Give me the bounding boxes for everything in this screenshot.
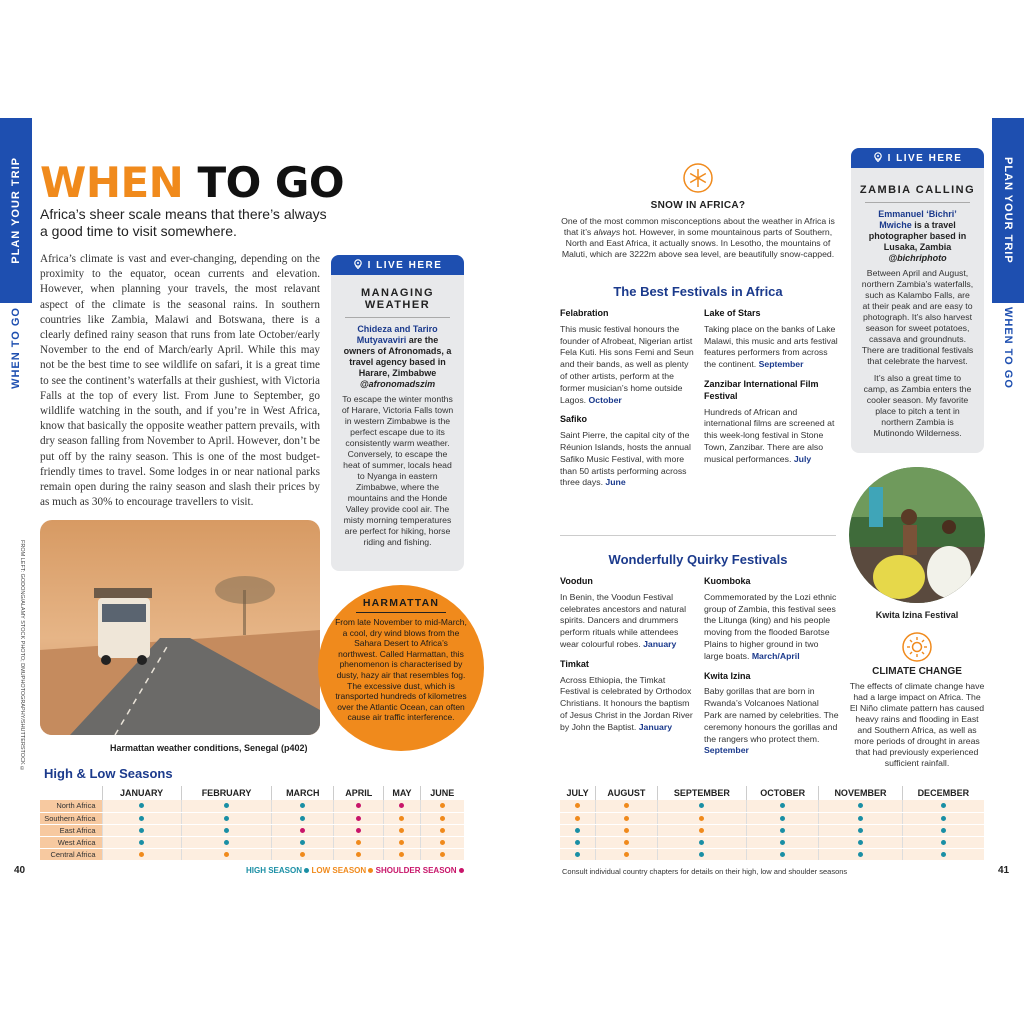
divider bbox=[345, 317, 450, 318]
season-cell bbox=[596, 824, 657, 836]
high-season-dot bbox=[941, 852, 946, 857]
season-cell bbox=[560, 824, 596, 836]
season-cell bbox=[902, 800, 984, 812]
season-cell bbox=[384, 800, 420, 812]
season-cell bbox=[819, 824, 902, 836]
month-header: OCTOBER bbox=[747, 786, 819, 800]
high-season-dot bbox=[780, 828, 785, 833]
harmattan-circle bbox=[318, 585, 484, 751]
season-cell bbox=[420, 848, 464, 860]
season-cell bbox=[384, 824, 420, 836]
season-cell bbox=[747, 824, 819, 836]
season-cell bbox=[420, 836, 464, 848]
kwita-izina-photo bbox=[849, 467, 985, 603]
low-season-dot bbox=[624, 816, 629, 821]
region-label: North Africa bbox=[40, 800, 102, 812]
high-season-dot bbox=[780, 840, 785, 845]
high-season-dot bbox=[304, 868, 309, 873]
ilh-header: I LIVE HERE bbox=[331, 255, 464, 275]
month-header: DECEMBER bbox=[902, 786, 984, 800]
quirky-festivals-col2: Kuomboka Commemorated by the Lozi ethnic group of Zambia, this festival sees the Litunga (king) and his people moving from the flooded Barotse Plains to higher ground in two large boats. March/April Kwita Izina Baby gorillas that are born in Rwanda’s Volcanoes National Park are named by celebrities. The ceremony honours the gorillas and the rangers who protect them. September bbox=[704, 576, 839, 756]
low-season-dot bbox=[440, 828, 445, 833]
ilh-author: Chideza and Tariro Mutyavaviri are the owners of Afronomads, a travel agency based in Harare, Zimbabwe bbox=[343, 324, 452, 378]
season-cell bbox=[819, 800, 902, 812]
low-season-dot bbox=[368, 868, 373, 873]
season-cell bbox=[181, 812, 272, 824]
snow-title: SNOW IN AFRICA? bbox=[650, 200, 746, 211]
season-cell bbox=[272, 800, 334, 812]
high-season-dot bbox=[300, 840, 305, 845]
season-row bbox=[40, 800, 464, 812]
high-season-dot bbox=[858, 852, 863, 857]
low-season-dot bbox=[399, 840, 404, 845]
zambia-calling-box bbox=[851, 148, 984, 453]
when-to-go-tab-right: WHEN TO GO bbox=[1002, 307, 1014, 389]
season-cell bbox=[334, 824, 384, 836]
region-label: Central Africa bbox=[40, 848, 102, 860]
seasons-title: High & Low Seasons bbox=[44, 766, 173, 781]
high-season-dot bbox=[858, 816, 863, 821]
season-cell bbox=[420, 824, 464, 836]
snowflake-icon bbox=[683, 163, 713, 193]
high-season-dot bbox=[224, 803, 229, 808]
season-cell bbox=[747, 848, 819, 860]
sun-icon bbox=[902, 632, 932, 662]
high-season-dot bbox=[300, 803, 305, 808]
season-cell bbox=[334, 800, 384, 812]
high-season-dot bbox=[780, 816, 785, 821]
low-season-dot bbox=[624, 803, 629, 808]
high-season-dot bbox=[699, 803, 704, 808]
season-row bbox=[40, 836, 464, 848]
climate-change-body: The effects of climate change have had a large impact on Africa. The El Niño climate pattern has caused heavy rains and flooding in East and Southern Africa, as well as more periods of drought in areas that had previously experienced sufficient rainfall. bbox=[849, 681, 985, 768]
season-cell bbox=[596, 812, 657, 824]
plan-your-trip-tab: PLAN YOUR TRIP bbox=[0, 118, 32, 303]
season-cell bbox=[657, 800, 747, 812]
season-cell bbox=[560, 812, 596, 824]
shoulder-season-dot bbox=[399, 803, 404, 808]
season-cell bbox=[384, 836, 420, 848]
season-cell bbox=[420, 812, 464, 824]
ilh-body: To escape the winter months of Harare, Victoria Falls town in western Zimbabwe is the perfect escape due to its consistently warm weather. Conversely, to escape the heat of summer, locals head to Nyanga in eastern Zimbabwe, where the mountains and the Honde Valley provide cool air. The misty morning temperatures are perfect for hiking, horse riding and fishing. bbox=[341, 394, 454, 547]
high-season-dot bbox=[575, 852, 580, 857]
page-number-left: 40 bbox=[14, 865, 26, 876]
season-cell bbox=[902, 836, 984, 848]
climate-change-title: CLIMATE CHANGE bbox=[872, 666, 962, 677]
season-cell bbox=[819, 836, 902, 848]
shoulder-season-dot bbox=[356, 803, 361, 808]
low-season-dot bbox=[624, 828, 629, 833]
season-cell bbox=[902, 824, 984, 836]
low-season-dot bbox=[399, 816, 404, 821]
season-cell bbox=[596, 800, 657, 812]
month-header: JANUARY bbox=[102, 786, 181, 800]
page-title: WHEN TO GO bbox=[40, 158, 345, 207]
season-row bbox=[560, 812, 984, 824]
harmattan-title: HARMATTAN bbox=[362, 597, 440, 609]
high-season-dot bbox=[224, 816, 229, 821]
season-row bbox=[40, 824, 464, 836]
season-cell bbox=[560, 848, 596, 860]
shoulder-season-dot bbox=[356, 816, 361, 821]
kwita-izina-caption: Kwita Izina Festival bbox=[875, 610, 959, 620]
body-text: Africa’s climate is vast and ever-changing, depending on the proximity to the equator, ocean currents and elevation. However, when planning your travels, the most relavant aspect of the climate is the seasonal rains. In southern countries like Zambia, Malawi and Botswana, there is a clearly defined rainy season that runs from late October/early November to the end of March/early April. While this may not be the best time to see wildlife on safari, it is a great time to see the continent’s waterfalls at their gushiest, with Victoria Falls at the top of every list. From June to September, go wildlife watching in the south, and if you’re in West Africa, know that basically the opposite weather pattern prevails, with dry season falling from November to April. However, don’t be put off by the rainy season. This is one of the most budget-friendly times to travel. Some lodges in or near national parks remain open during the rainy season and slash their prices by as much as 30% to encourage travellers to visit. bbox=[40, 253, 320, 509]
low-season-dot bbox=[399, 828, 404, 833]
left-section-tab bbox=[0, 118, 32, 393]
high-season-dot bbox=[139, 840, 144, 845]
season-cell bbox=[902, 848, 984, 860]
ilh-title: MANAGING WEATHER bbox=[360, 287, 435, 311]
month-header: MAY bbox=[384, 786, 420, 800]
season-cell bbox=[102, 848, 181, 860]
corner-cell bbox=[40, 786, 102, 800]
season-cell bbox=[747, 836, 819, 848]
harmattan-photo bbox=[40, 520, 320, 735]
when-to-go-tab: WHEN TO GO bbox=[10, 307, 22, 389]
season-cell bbox=[657, 812, 747, 824]
high-season-dot bbox=[575, 828, 580, 833]
high-season-dot bbox=[941, 803, 946, 808]
low-season-dot bbox=[440, 840, 445, 845]
high-season-dot bbox=[941, 840, 946, 845]
season-cell bbox=[596, 848, 657, 860]
month-header-row bbox=[40, 786, 464, 800]
low-season-dot bbox=[356, 840, 361, 845]
low-season-dot bbox=[399, 852, 404, 857]
high-season-dot bbox=[941, 828, 946, 833]
season-cell bbox=[102, 824, 181, 836]
low-season-dot bbox=[440, 816, 445, 821]
season-cell bbox=[420, 800, 464, 812]
high-season-dot bbox=[139, 816, 144, 821]
shoulder-season-dot bbox=[459, 868, 464, 873]
location-pin-icon bbox=[873, 152, 883, 165]
right-section-tab bbox=[992, 118, 1024, 393]
high-season-dot bbox=[139, 803, 144, 808]
divider bbox=[356, 612, 446, 613]
season-cell bbox=[181, 800, 272, 812]
quirky-festivals-title: Wonderfully Quirky Festivals bbox=[608, 552, 788, 567]
season-cell bbox=[272, 836, 334, 848]
season-cell bbox=[334, 848, 384, 860]
high-season-dot bbox=[780, 803, 785, 808]
month-header: JUNE bbox=[420, 786, 464, 800]
season-cell bbox=[272, 848, 334, 860]
month-header: MARCH bbox=[272, 786, 334, 800]
season-row bbox=[40, 848, 464, 860]
season-legend: HIGH SEASON LOW SEASON SHOULDER SEASON bbox=[246, 866, 464, 875]
low-season-dot bbox=[699, 816, 704, 821]
season-cell bbox=[819, 812, 902, 824]
seasons-table-left bbox=[40, 786, 464, 861]
region-label: West Africa bbox=[40, 836, 102, 848]
high-season-dot bbox=[300, 816, 305, 821]
high-season-dot bbox=[224, 828, 229, 833]
ilh-body-right-2: It’s also a great time to camp, as Zambia enters the cooler season. My favorite place to pitch a tent in northern Zambia is Mutinondo Wilderness. bbox=[863, 373, 972, 438]
ilh-body-right-1: Between April and August, northern Zambia’s waterfalls, such as Kalambo Falls, are at their peak and are easy to photograph. It’s also harvest season for sweet potatoes, cassava and groundnuts. There are traditional festivals that celebrate the harvest. bbox=[861, 268, 974, 366]
season-cell bbox=[272, 812, 334, 824]
month-header: AUGUST bbox=[596, 786, 657, 800]
region-label: Southern Africa bbox=[40, 812, 102, 824]
season-cell bbox=[384, 848, 420, 860]
divider bbox=[865, 202, 970, 203]
footnote: Consult individual country chapters for details on their high, low and shoulder seasons bbox=[562, 867, 848, 876]
snow-body: One of the most common misconceptions about the weather in Africa is that it’s always hot. However, in some mountainous parts of Southern, North and East Africa, it actually snows. In Lesotho, the mountains of Maluti, which are 3222m above sea level, are beautifully snow-capped. bbox=[561, 216, 835, 259]
low-season-dot bbox=[139, 852, 144, 857]
high-season-dot bbox=[139, 828, 144, 833]
photo-credit: FROM LEFT: GODONG/ALAMY STOCK PHOTO; DMUPHOTOGRAPHY/SHUTTERSTOCK © bbox=[19, 540, 25, 773]
high-season-dot bbox=[224, 840, 229, 845]
low-season-dot bbox=[624, 852, 629, 857]
harmattan-body: From late November to mid-March, a cool, dry wind blows from the Sahara Desert to Africa’s northwest. Called Harmattan, this phenomenon is characterised by dusty, hazy air that resembles fog. The excessive dust, which is transported hundreds of kilometres over the Atlantic Ocean, can often cause air traffic interference. bbox=[335, 617, 467, 723]
low-season-dot bbox=[699, 828, 704, 833]
region-label: East Africa bbox=[40, 824, 102, 836]
season-cell bbox=[334, 812, 384, 824]
season-cell bbox=[181, 848, 272, 860]
season-cell bbox=[747, 800, 819, 812]
low-season-dot bbox=[300, 852, 305, 857]
season-cell bbox=[819, 848, 902, 860]
season-cell bbox=[334, 836, 384, 848]
plan-your-trip-tab-right: PLAN YOUR TRIP bbox=[992, 118, 1024, 303]
best-festivals-title: The Best Festivals in Africa bbox=[613, 284, 783, 299]
low-season-dot bbox=[575, 816, 580, 821]
season-cell bbox=[102, 800, 181, 812]
season-cell bbox=[560, 836, 596, 848]
ilh-author-right: Emmanuel ‘Bichri’ Mwiche is a travel photographer based in Lusaka, Zambia bbox=[868, 209, 967, 252]
best-festivals-col1: Felabration This music festival honours the founder of Afrobeat, Nigerian artist Fela Kuti. His sons Femi and Seun and their bands, as well as plenty of other artists, perform at the former musician’s home outside Lagos. October Safiko Saint Pierre, the capital city of the Réunion Islands, hosts the annual Safiko Music Festival, with more than 50 artists performing across three days. June bbox=[560, 308, 694, 488]
season-cell bbox=[384, 812, 420, 824]
high-season-dot bbox=[699, 840, 704, 845]
high-season-dot bbox=[858, 828, 863, 833]
season-cell bbox=[102, 812, 181, 824]
season-cell bbox=[657, 836, 747, 848]
season-cell bbox=[657, 848, 747, 860]
ilh-title-right: ZAMBIA CALLING bbox=[859, 184, 976, 196]
season-cell bbox=[902, 812, 984, 824]
month-header: JULY bbox=[566, 788, 589, 798]
high-season-dot bbox=[941, 816, 946, 821]
managing-weather-box bbox=[331, 255, 464, 571]
season-cell bbox=[181, 824, 272, 836]
divider bbox=[560, 535, 836, 536]
season-cell bbox=[747, 812, 819, 824]
high-season-dot bbox=[858, 803, 863, 808]
season-cell bbox=[181, 836, 272, 848]
season-cell bbox=[560, 800, 596, 812]
season-cell bbox=[657, 824, 747, 836]
season-cell bbox=[596, 836, 657, 848]
best-festivals-col2: Lake of Stars Taking place on the banks of Lake Malawi, this music and arts festival features performers from across the continent. September Zanzibar International Film Festival Hundreds of African and international films are screened at this week-long festival in Stone Town, Zanzibar. There are also musical performances. July bbox=[704, 308, 838, 464]
seasons-table-right bbox=[560, 786, 984, 861]
low-season-dot bbox=[575, 803, 580, 808]
ilh-handle-right: @bichriphoto bbox=[888, 253, 947, 263]
season-cell bbox=[272, 824, 334, 836]
season-row bbox=[40, 812, 464, 824]
ilh-handle: @afronomadszim bbox=[359, 379, 436, 389]
location-pin-icon bbox=[353, 259, 363, 272]
low-season-dot bbox=[440, 803, 445, 808]
month-header: FEBRUARY bbox=[181, 786, 272, 800]
month-header-row bbox=[560, 786, 984, 800]
page-number-right: 41 bbox=[998, 865, 1010, 876]
month-header: APRIL bbox=[334, 786, 384, 800]
season-row bbox=[560, 824, 984, 836]
shoulder-season-dot bbox=[300, 828, 305, 833]
month-header: SEPTEMBER bbox=[657, 786, 747, 800]
high-season-dot bbox=[858, 840, 863, 845]
shoulder-season-dot bbox=[356, 828, 361, 833]
photo-caption: Harmattan weather conditions, Senegal (p402) bbox=[110, 743, 308, 753]
season-row bbox=[560, 836, 984, 848]
low-season-dot bbox=[624, 840, 629, 845]
high-season-dot bbox=[575, 840, 580, 845]
season-row bbox=[560, 800, 984, 812]
low-season-dot bbox=[356, 852, 361, 857]
low-season-dot bbox=[440, 852, 445, 857]
high-season-dot bbox=[780, 852, 785, 857]
high-season-dot bbox=[699, 852, 704, 857]
season-row bbox=[560, 848, 984, 860]
ilh-header-right: I LIVE HERE bbox=[851, 148, 984, 168]
quirky-festivals-col1: Voodun In Benin, the Voodun Festival celebrates ancestors and natural spirits. Dancers and drummers perform rituals while attendees wear colourful robes. January Timkat Across Ethiopia, the Timkat Festival is celebrated by Orthodox Christians. It honours the baptism of Jesus Christ in the Jordan River by John the Baptist. January bbox=[560, 576, 693, 732]
low-season-dot bbox=[224, 852, 229, 857]
season-cell bbox=[102, 836, 181, 848]
month-header: NOVEMBER bbox=[819, 786, 902, 800]
intro-text: Africa’s sheer scale means that there’s always a good time to visit somewhere. bbox=[40, 206, 327, 239]
